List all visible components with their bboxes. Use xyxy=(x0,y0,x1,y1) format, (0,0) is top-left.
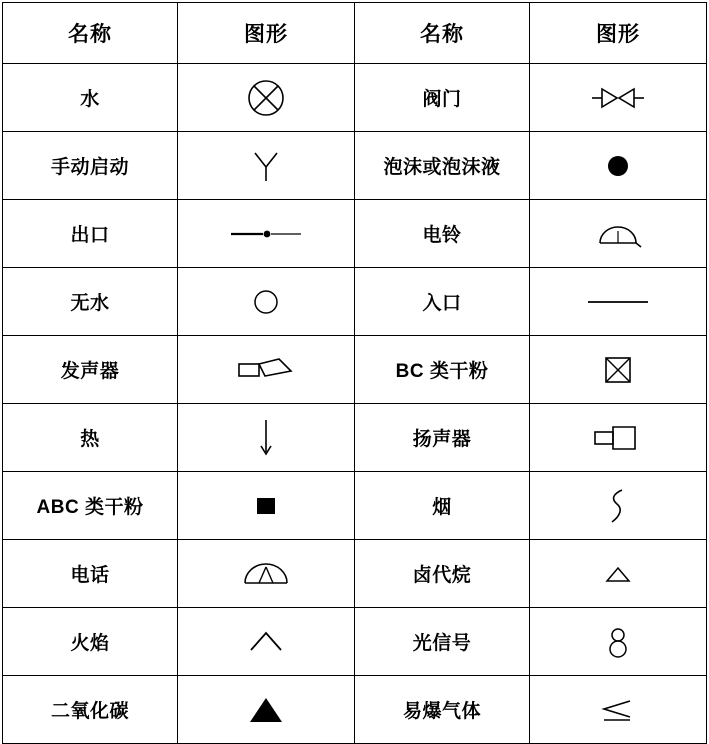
symbol-name: 扬声器 xyxy=(355,404,530,472)
symbol-graphic-cell xyxy=(178,676,355,744)
symbol-name: BC 类干粉 xyxy=(355,336,530,404)
symbol-name: 热 xyxy=(3,404,178,472)
bell-arc-icon xyxy=(530,200,706,267)
header-symbol-left: 图形 xyxy=(178,3,355,64)
bowtie-valve-icon xyxy=(530,64,706,131)
symbol-graphic-cell xyxy=(178,540,355,608)
hollow-circle-icon xyxy=(178,268,354,335)
less-than-with-line-icon xyxy=(530,676,706,743)
symbol-name: 易爆气体 xyxy=(355,676,530,744)
chevron-flame-icon xyxy=(178,608,354,675)
symbol-graphic-cell xyxy=(178,336,355,404)
symbol-graphic-cell xyxy=(530,676,707,744)
symbol-legend-sheet xyxy=(0,2,709,739)
symbol-graphic-cell xyxy=(530,132,707,200)
table-header-row xyxy=(3,3,707,64)
filled-triangle-icon xyxy=(178,676,354,743)
symbol-graphic-cell xyxy=(178,200,355,268)
zigzag-smoke-icon xyxy=(530,472,706,539)
symbol-name: 电铃 xyxy=(355,200,530,268)
header-symbol-right: 图形 xyxy=(530,3,707,64)
table-row xyxy=(3,132,707,200)
symbol-name: 阀门 xyxy=(355,64,530,132)
table-row xyxy=(3,268,707,336)
symbol-name: 入口 xyxy=(355,268,530,336)
square-with-x-icon xyxy=(530,336,706,403)
symbol-graphic-cell xyxy=(530,404,707,472)
plain-line-inlet-icon xyxy=(530,268,706,335)
symbol-name: 二氧化碳 xyxy=(3,676,178,744)
symbol-graphic-cell xyxy=(530,64,707,132)
symbol-graphic-cell xyxy=(178,268,355,336)
symbol-name: 出口 xyxy=(3,200,178,268)
telephone-handset-icon xyxy=(178,540,354,607)
symbol-name: 火焰 xyxy=(3,608,178,676)
symbol-graphic-cell xyxy=(178,132,355,200)
sounder-horn-icon xyxy=(178,336,354,403)
symbol-name: 手动启动 xyxy=(3,132,178,200)
line-with-dot-outlet-icon xyxy=(178,200,354,267)
table-row xyxy=(3,404,707,472)
table-row xyxy=(3,336,707,404)
symbol-name: 发声器 xyxy=(3,336,178,404)
table-row xyxy=(3,472,707,540)
table-row xyxy=(3,540,707,608)
symbol-graphic-cell xyxy=(530,200,707,268)
header-name-left: 名称 xyxy=(3,3,178,64)
symbol-graphic-cell xyxy=(178,404,355,472)
figure-eight-light-icon xyxy=(530,608,706,675)
symbol-name: 电话 xyxy=(3,540,178,608)
circle-with-x-icon xyxy=(178,64,354,131)
table-row xyxy=(3,676,707,744)
y-manual-start-icon xyxy=(178,132,354,199)
table-row xyxy=(3,200,707,268)
symbol-graphic-cell xyxy=(178,472,355,540)
symbol-name: 光信号 xyxy=(355,608,530,676)
symbol-graphic-cell xyxy=(178,608,355,676)
symbol-name: 无水 xyxy=(3,268,178,336)
symbol-name: 烟 xyxy=(355,472,530,540)
symbol-graphic-cell xyxy=(530,336,707,404)
table-row xyxy=(3,64,707,132)
fire-symbol-table xyxy=(2,2,707,744)
symbol-graphic-cell xyxy=(530,268,707,336)
small-triangle-outline-icon xyxy=(530,540,706,607)
symbol-name: 泡沫或泡沫液 xyxy=(355,132,530,200)
filled-circle-icon xyxy=(530,132,706,199)
symbol-graphic-cell xyxy=(530,472,707,540)
filled-square-icon xyxy=(178,472,354,539)
header-name-right: 名称 xyxy=(355,3,530,64)
symbol-name: 水 xyxy=(3,64,178,132)
table-row xyxy=(3,608,707,676)
symbol-graphic-cell xyxy=(178,64,355,132)
symbol-graphic-cell xyxy=(530,608,707,676)
loudspeaker-icon xyxy=(530,404,706,471)
down-arrow-heat-icon xyxy=(178,404,354,471)
symbol-name: 卤代烷 xyxy=(355,540,530,608)
symbol-graphic-cell xyxy=(530,540,707,608)
symbol-name: ABC 类干粉 xyxy=(3,472,178,540)
